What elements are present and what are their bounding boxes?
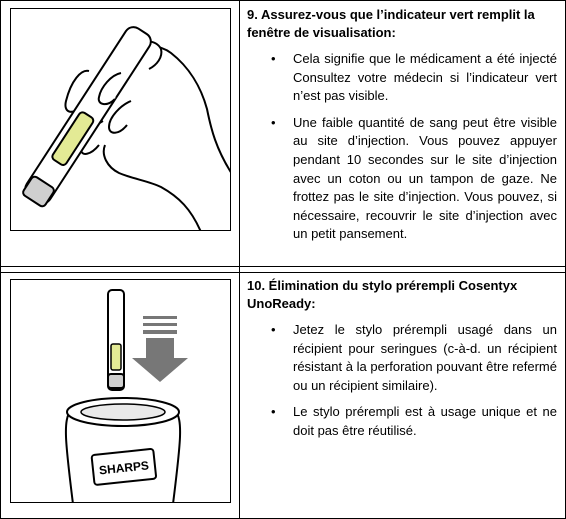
step10-title: 10. Élimination du stylo prérempli Cosentyx UnoReady: <box>247 278 518 311</box>
pen-into-sharps-container-icon <box>11 280 231 503</box>
step9-bullet-text: Cela signifie que le médicament a été injecté Consultez votre médecin si l’indicateur vert n’est pas visible. <box>293 51 557 104</box>
step10-text-cell <box>247 277 557 449</box>
list-item <box>247 403 557 440</box>
bullet-icon: • <box>271 322 276 337</box>
step10-bullet-text: Le stylo prérempli est à usage unique et ne doit pas être réutilisé. <box>293 404 557 438</box>
table-border-left <box>0 0 1 519</box>
step9-text-cell <box>247 6 557 252</box>
bullet-icon: • <box>271 114 276 130</box>
bullet-icon: • <box>271 404 276 420</box>
step10-bullet-text: Jetez le stylo prérempli usagé dans un récipient pour seringues (c-à-d. un récipient résistant à la perforation pouvant être refermé ou un récipient similaire). <box>293 322 557 393</box>
step10-illustration-frame <box>10 279 231 503</box>
table-column-divider <box>239 0 240 519</box>
table-row-divider-inner <box>0 272 566 273</box>
step9-title: 9. Assurez-vous que l’indicateur vert remplit la fenêtre de visualisation: <box>247 7 535 40</box>
step9-illustration-frame <box>10 8 231 231</box>
step9-bullets <box>247 50 557 244</box>
step9-bullet-text: Une faible quantité de sang peut être visible au site d’injection. Vous pouvez appuyer pendant 10 secondes sur le site d’injection avec un coton ou un tampon de gaze. Ne frottez pas le site d’injection. Vous pouvez, si nécessaire, recouvrir le site d’injection avec un petit pansement. <box>293 114 557 242</box>
sharps-label: SHARPS <box>98 458 150 478</box>
bullet-icon: • <box>271 51 276 66</box>
list-item <box>247 114 557 244</box>
list-item <box>247 50 557 106</box>
table-row-divider <box>0 266 566 267</box>
step10-bullets <box>247 321 557 441</box>
hand-holding-pen-icon <box>11 9 231 231</box>
table-border-top <box>0 0 566 1</box>
list-item <box>247 321 557 395</box>
